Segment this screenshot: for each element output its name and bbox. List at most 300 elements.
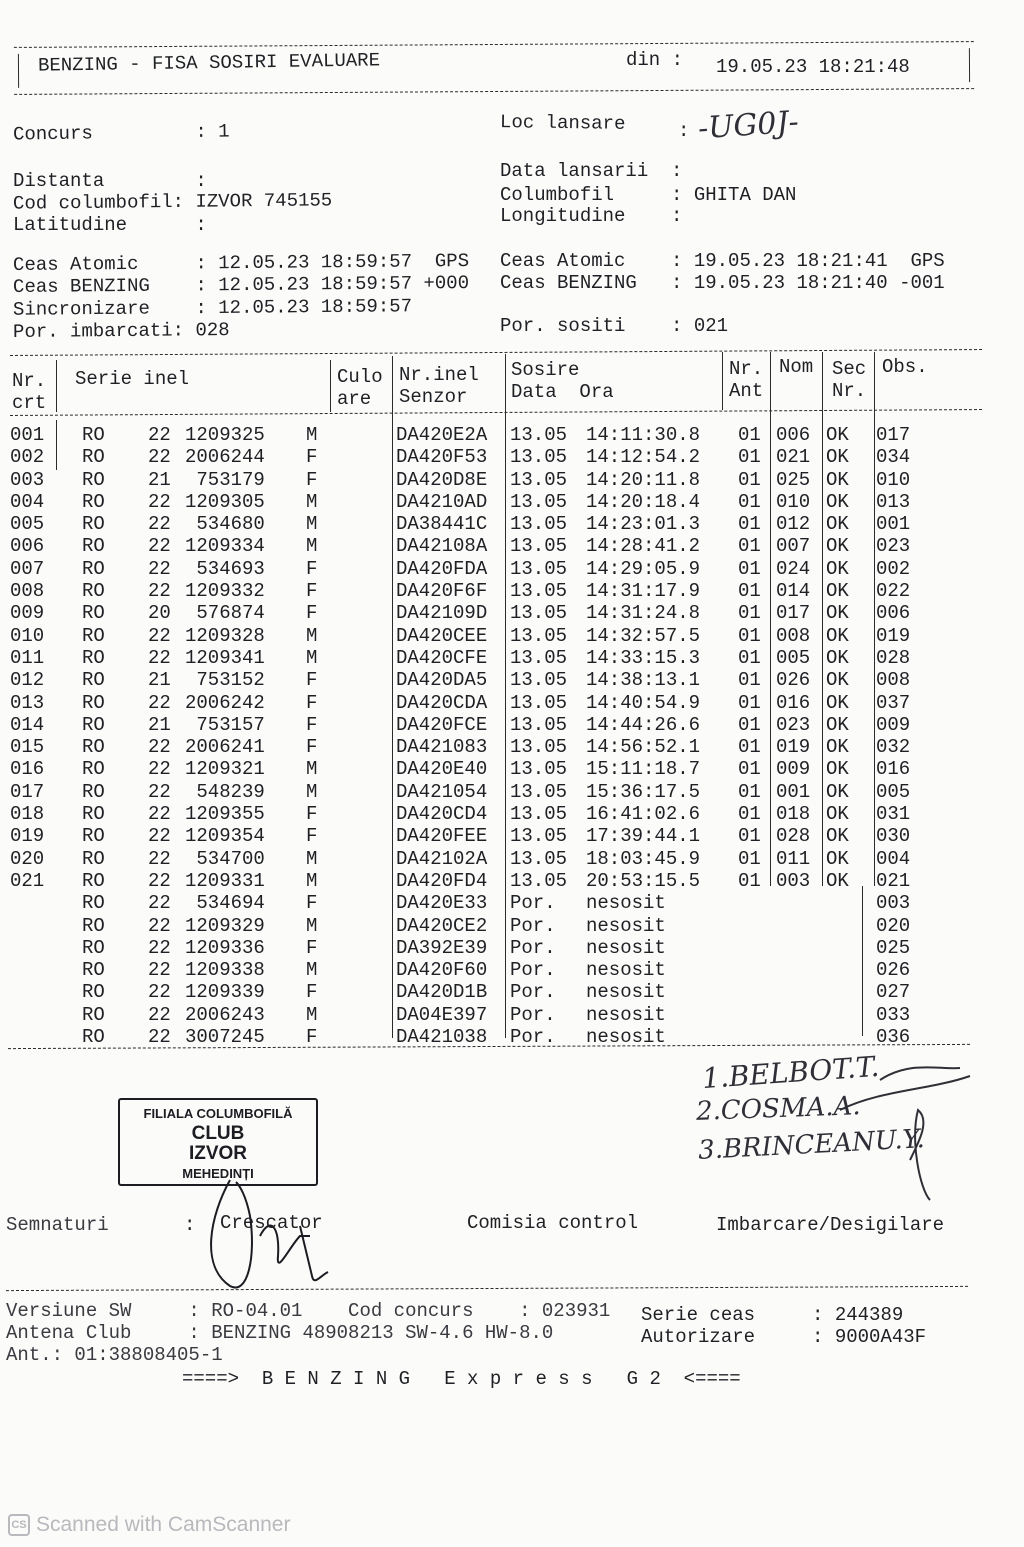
ceas-benzing-right: Ceas BENZING : 19.05.23 18:21:40 -001 [500,272,945,294]
cell-co: RO [82,803,105,826]
cell-an: 20 [148,602,171,625]
cell-ora: 14:29:05.9 [586,557,701,580]
vrule [330,360,331,412]
cell-senzor: DA420D1B [396,981,488,1004]
cell-nom: 011 [776,847,811,870]
cell-ant: 01 [738,803,761,826]
cell-ant: 01 [738,557,761,580]
cell-an: 22 [148,892,171,915]
ceas-benzing-left: Ceas BENZING : 12.05.23 18:59:57 +000 [12,272,470,298]
cell-ora: nesosit [586,914,666,937]
cell-nom: 008 [776,624,811,647]
cell-an: 22 [148,914,171,937]
cell-nr: 021 [10,869,45,892]
cell-serie: 1209355 [185,803,265,826]
cod-columbofil-line: Cod columbofil: IZVOR 745155 [12,189,333,215]
cell-an: 22 [148,736,171,759]
cell-serie: 2006241 [185,736,265,759]
cell-data: Por. [510,892,556,915]
cell-nr: 001 [10,424,45,446]
cell-obs: 031 [876,803,911,826]
cell-ora: 16:41:02.6 [586,803,701,826]
col-culo-label: Culo [337,366,383,388]
vrule [56,420,57,470]
cell-serie: 1209325 [185,424,265,446]
cell-nr: 011 [10,646,45,669]
cell-nom: 003 [776,869,811,892]
cell-co: RO [82,580,105,603]
cell-data: 13.05 [510,825,568,848]
cell-senzor: DA420F6F [396,580,488,603]
cell-serie: 1209336 [185,936,265,959]
cell-co: RO [82,936,105,959]
cell-sex: M [306,959,318,982]
cell-sec: OK [826,424,849,446]
cell-co: RO [82,713,105,736]
cell-ora: 14:20:11.8 [586,468,701,491]
cell-sex: M [306,758,318,781]
cell-senzor: DA420FEE [396,825,488,848]
cell-co: RO [82,691,105,714]
cell-senzor: DA42108A [396,535,488,558]
columbofil-line: Columbofil : GHITA DAN [500,184,797,206]
cell-senzor: DA04E397 [396,1003,488,1026]
cell-nom: 025 [776,468,811,491]
crescator-signature [200,1176,350,1306]
camscanner-watermark [8,1513,290,1537]
cell-co: RO [82,1026,105,1049]
cell-ora: 14:31:24.8 [586,602,701,625]
cell-co: RO [82,669,105,692]
cell-nr: 013 [10,691,45,714]
cell-ora: nesosit [586,892,666,915]
cell-serie: 534693 [185,557,265,580]
cell-sec: OK [826,490,849,513]
cell-senzor: DA421038 [396,1026,488,1049]
cell-obs: 013 [876,490,911,513]
cell-data: 13.05 [510,535,568,558]
cell-sec: OK [826,691,849,714]
loc-lansare-colon: : [678,120,690,142]
imbarcare-label: Imbarcare/Desigilare [716,1214,945,1236]
cell-senzor: DA42109D [396,602,488,625]
cell-senzor: DA420CFE [396,646,488,669]
table-header-rule [10,409,982,416]
cell-ant: 01 [738,580,761,603]
cell-serie: 548239 [185,780,265,803]
cell-senzor: DA42102A [396,847,488,870]
cell-obs: 005 [876,780,911,803]
cell-obs: 030 [876,825,911,848]
cell-senzor: DA420FD4 [396,869,488,892]
cell-sex: F [306,713,318,736]
cell-nr: 002 [10,446,45,469]
cell-serie: 1209328 [185,624,265,647]
vrule [822,352,823,886]
cell-an: 22 [148,1026,171,1049]
col-sec-label: Sec [832,358,867,380]
cell-sec: OK [826,446,849,469]
cell-sex: F [306,936,318,959]
cell-data: 13.05 [510,713,568,736]
cell-ant: 01 [738,535,761,558]
cell-sex: M [306,424,318,446]
cell-an: 22 [148,490,171,513]
cell-obs: 020 [876,914,911,937]
cell-serie: 753179 [185,468,265,491]
col-sec-nr-label: Nr. [832,380,867,402]
col-sosire-label: Sosire [511,359,580,381]
cell-serie: 1209339 [185,981,265,1004]
cell-ora: 15:11:18.7 [586,758,701,781]
cell-obs: 008 [876,669,911,692]
cell-nom: 023 [776,713,811,736]
cell-data: 13.05 [510,869,568,892]
cell-an: 22 [148,803,171,826]
cell-an: 22 [148,981,171,1004]
cell-an: 22 [148,646,171,669]
cell-co: RO [82,825,105,848]
cell-senzor: DA420FCE [396,713,488,736]
cell-obs: 021 [876,869,911,892]
cell-data: 13.05 [510,490,568,513]
cell-obs: 022 [876,580,911,603]
cell-ora: 14:32:57.5 [586,624,701,647]
cell-an: 22 [148,959,171,982]
cell-sec: OK [826,646,849,669]
cell-obs: 027 [876,981,911,1004]
cell-sec: OK [826,847,849,870]
cell-sex: F [306,446,318,469]
cell-data: Por. [510,914,556,937]
cell-sec: OK [826,825,849,848]
committee-member-2-handwritten: 2.COSMA.A. [695,1091,862,1127]
cell-sex: F [306,557,318,580]
cell-sec: OK [826,602,849,625]
cell-nom: 021 [776,446,811,469]
cell-sec: OK [826,557,849,580]
cell-nr: 015 [10,736,45,759]
cell-an: 22 [148,580,171,603]
cell-senzor: DA4210AD [396,490,488,513]
cell-data: 13.05 [510,468,568,491]
cell-obs: 034 [876,446,911,469]
vrule [874,352,875,886]
cell-sex: F [306,981,318,1004]
document-title: BENZING - FISA SOSIRI EVALUARE [37,49,381,77]
footer-rule [6,1286,968,1291]
stamp-line-1: FILIALA COLUMBOFILĂ [143,1106,293,1121]
cell-data: 13.05 [510,446,568,469]
cell-senzor: DA420CEE [396,624,488,647]
cell-ora: 15:36:17.5 [586,780,701,803]
cell-serie: 1209332 [185,580,265,603]
cell-nom: 026 [776,669,811,692]
cell-senzor: DA420E40 [396,758,488,781]
col-obs-label: Obs. [882,356,928,378]
cell-ant: 01 [738,513,761,536]
cell-co: RO [82,424,105,446]
cell-an: 21 [148,468,171,491]
col-nr-label: Nr. [12,370,47,392]
cell-an: 21 [148,669,171,692]
cell-ant: 01 [738,424,761,446]
cell-nr: 005 [10,513,45,536]
cell-data: 13.05 [510,736,568,759]
cell-sex: F [306,736,318,759]
cell-sex: M [306,869,318,892]
table-top-rule [10,349,982,356]
col-are-label: are [337,388,372,410]
cell-sec: OK [826,780,849,803]
cell-ant: 01 [738,490,761,513]
cell-co: RO [82,602,105,625]
cell-sec: OK [826,535,849,558]
cell-sex: M [306,513,318,536]
cell-ant: 01 [738,713,761,736]
cell-ora: 14:23:01.3 [586,513,701,536]
cell-co: RO [82,624,105,647]
vrule [862,886,863,1036]
cell-senzor: DA420D8E [396,468,488,491]
cell-senzor: DA420CDA [396,691,488,714]
cell-sec: OK [826,580,849,603]
cell-sec: OK [826,468,849,491]
vrule [392,356,393,1038]
cell-ora: 14:38:13.1 [586,669,701,692]
cell-nom: 016 [776,691,811,714]
cell-ora: 14:11:30.8 [586,424,701,446]
cell-co: RO [82,914,105,937]
cell-serie: 1209329 [185,914,265,937]
cell-senzor: DA38441C [396,513,488,536]
cell-nom: 019 [776,736,811,759]
cell-an: 22 [148,847,171,870]
committee-member-3-handwritten: 3.BRINCEANU.Y. [697,1124,926,1166]
serie-ceas-line: Serie ceas : 244389 [641,1304,904,1326]
cell-nr: 012 [10,669,45,692]
cell-ora: 14:56:52.1 [586,736,701,759]
cell-ant: 01 [738,468,761,491]
cell-data: 13.05 [510,758,568,781]
sincronizare-line: Sincronizare : 12.05.23 18:59:57 [12,295,413,321]
cell-nr: 009 [10,602,45,625]
cell-co: RO [82,736,105,759]
cell-sec: OK [826,869,849,892]
cell-obs: 010 [876,468,911,491]
cell-sex: F [306,669,318,692]
loc-lansare-label: Loc lansare [499,111,626,135]
comisia-label: Comisia control [467,1212,639,1234]
cell-co: RO [82,490,105,513]
cell-data: Por. [510,936,556,959]
cell-co: RO [82,758,105,781]
cell-nr: 019 [10,825,45,848]
cell-sex: M [306,535,318,558]
cell-serie: 1209338 [185,959,265,982]
cell-senzor: DA420F53 [396,446,488,469]
cell-serie: 753152 [185,669,265,692]
cell-ant: 01 [738,869,761,892]
crescator-label: Crescator [220,1212,323,1234]
cell-sex: F [306,691,318,714]
ceas-atomic-right: Ceas Atomic : 19.05.23 18:21:41 GPS [500,250,945,272]
stamp-line-4: MEHEDINȚI [182,1166,254,1181]
cell-sex: F [306,1026,318,1049]
cell-serie: 2006244 [185,446,265,469]
cell-data: 13.05 [510,602,568,625]
autorizare-line: Autorizare : 9000A43F [641,1326,927,1348]
cell-ora: nesosit [586,936,666,959]
cell-ant: 01 [738,825,761,848]
cell-data: Por. [510,959,556,982]
col-ant-label: Ant [729,380,764,402]
cell-sex: M [306,914,318,937]
cell-ora: 14:28:41.2 [586,535,701,558]
cell-ora: nesosit [586,959,666,982]
cell-co: RO [82,780,105,803]
club-stamp [118,1098,318,1186]
longitudine-line: Longitudine : [500,205,683,227]
cell-serie: 534680 [185,513,265,536]
cell-an: 22 [148,513,171,536]
cell-data: 13.05 [510,669,568,692]
cell-sex: F [306,803,318,826]
cell-serie: 1209334 [185,535,265,558]
cell-serie: 2006242 [185,691,265,714]
cell-serie: 576874 [185,602,265,625]
por-imbarcati-line: Por. imbarcati: 028 [12,319,230,343]
cell-nr: 007 [10,557,45,580]
cell-ant: 01 [738,602,761,625]
cell-data: 13.05 [510,803,568,826]
cell-obs: 028 [876,646,911,669]
col-serie-inel-label: Serie inel [75,368,190,390]
col-crt-label: crt [12,392,47,414]
cell-ant: 01 [738,780,761,803]
cell-co: RO [82,959,105,982]
benzing-express-line: ====> B E N Z I N G E x p r e s s G 2 <==== [182,1368,741,1390]
cell-nr: 018 [10,803,45,826]
cell-serie: 534694 [185,892,265,915]
cell-senzor: DA420DA5 [396,669,488,692]
cell-obs: 037 [876,691,911,714]
cell-co: RO [82,847,105,870]
cell-sec: OK [826,736,849,759]
cell-data: 13.05 [510,780,568,803]
cell-senzor: DA420CE2 [396,914,488,937]
cell-nr: 003 [10,468,45,491]
cell-ora: 14:33:15.3 [586,646,701,669]
cell-an: 22 [148,624,171,647]
cell-nr: 017 [10,780,45,803]
cell-ora: 18:03:45.9 [586,847,701,870]
cell-serie: 1209354 [185,825,265,848]
cell-ora: 14:40:54.9 [586,691,701,714]
din-label: din : [626,49,684,71]
ant-line: Ant.: 01:38808405-1 [6,1344,223,1366]
committee-member-1-handwritten: 1.BELBOT.T. [701,1049,881,1096]
cell-sec: OK [826,758,849,781]
cell-co: RO [82,513,105,536]
cell-nr: 008 [10,580,45,603]
cell-sex: F [306,580,318,603]
semnaturi-colon: : [184,1214,196,1236]
cell-sex: M [306,780,318,803]
cell-senzor: DA421054 [396,780,488,803]
cell-obs: 036 [876,1026,911,1049]
cell-serie: 2006243 [185,1003,265,1026]
cell-senzor: DA420E2A [396,424,488,446]
cell-an: 22 [148,446,171,469]
cell-nom: 014 [776,580,811,603]
cell-nr: 010 [10,624,45,647]
signature-scribble [820,1050,980,1210]
cell-serie: 1209341 [185,646,265,669]
cell-sex: M [306,646,318,669]
cell-nom: 006 [776,424,811,446]
cell-data: 13.05 [510,847,568,870]
cell-obs: 025 [876,936,911,959]
cell-obs: 016 [876,758,911,781]
cell-obs: 032 [876,736,911,759]
cell-an: 22 [148,535,171,558]
col-nr-ant-label: Nr. [729,358,764,380]
cell-nom: 001 [776,780,811,803]
cell-co: RO [82,869,105,892]
cell-nom: 005 [776,646,811,669]
cell-nom: 017 [776,602,811,625]
cell-nr: 014 [10,713,45,736]
latitudine-line: Latitudine : [13,214,207,236]
cell-ora: 14:20:18.4 [586,490,701,513]
camscanner-icon: CS [8,1514,30,1536]
din-value: 19.05.23 18:21:48 [716,56,910,78]
cell-an: 22 [148,869,171,892]
vrule [722,352,723,410]
cell-serie: 534700 [185,847,265,870]
stamp-line-3: IZVOR [188,1143,248,1164]
cell-ora: nesosit [586,1026,666,1049]
cell-sec: OK [826,803,849,826]
vrule [505,354,506,1038]
cell-co: RO [82,646,105,669]
ceas-atomic-left: Ceas Atomic : 12.05.23 18:59:57 GPS [12,250,470,276]
cell-sex: M [306,490,318,513]
cell-ora: nesosit [586,1003,666,1026]
cell-ora: 14:31:17.9 [586,580,701,603]
cell-sec: OK [826,624,849,647]
cell-nom: 010 [776,490,811,513]
loc-lansare-handwritten: -UG0J- [696,104,800,147]
cell-obs: 001 [876,513,911,536]
cell-an: 22 [148,936,171,959]
cell-an: 21 [148,713,171,736]
cell-ora: 17:39:44.1 [586,825,701,848]
cell-co: RO [82,981,105,1004]
cell-data: 13.05 [510,513,568,536]
versiune-line: Versiune SW : RO-04.01 Cod concurs : 023931 [6,1300,611,1322]
cell-an: 22 [148,780,171,803]
cell-an: 22 [148,691,171,714]
cell-ora: 14:12:54.2 [586,446,701,469]
cell-nom: 018 [776,803,811,826]
cell-sex: M [306,847,318,870]
cell-sex: F [306,468,318,491]
data-lansarii-line: Data lansarii : [500,160,683,182]
antena-line: Antena Club : BENZING 48908213 SW-4.6 HW-8.0 [6,1322,554,1344]
cell-obs: 019 [876,624,911,647]
